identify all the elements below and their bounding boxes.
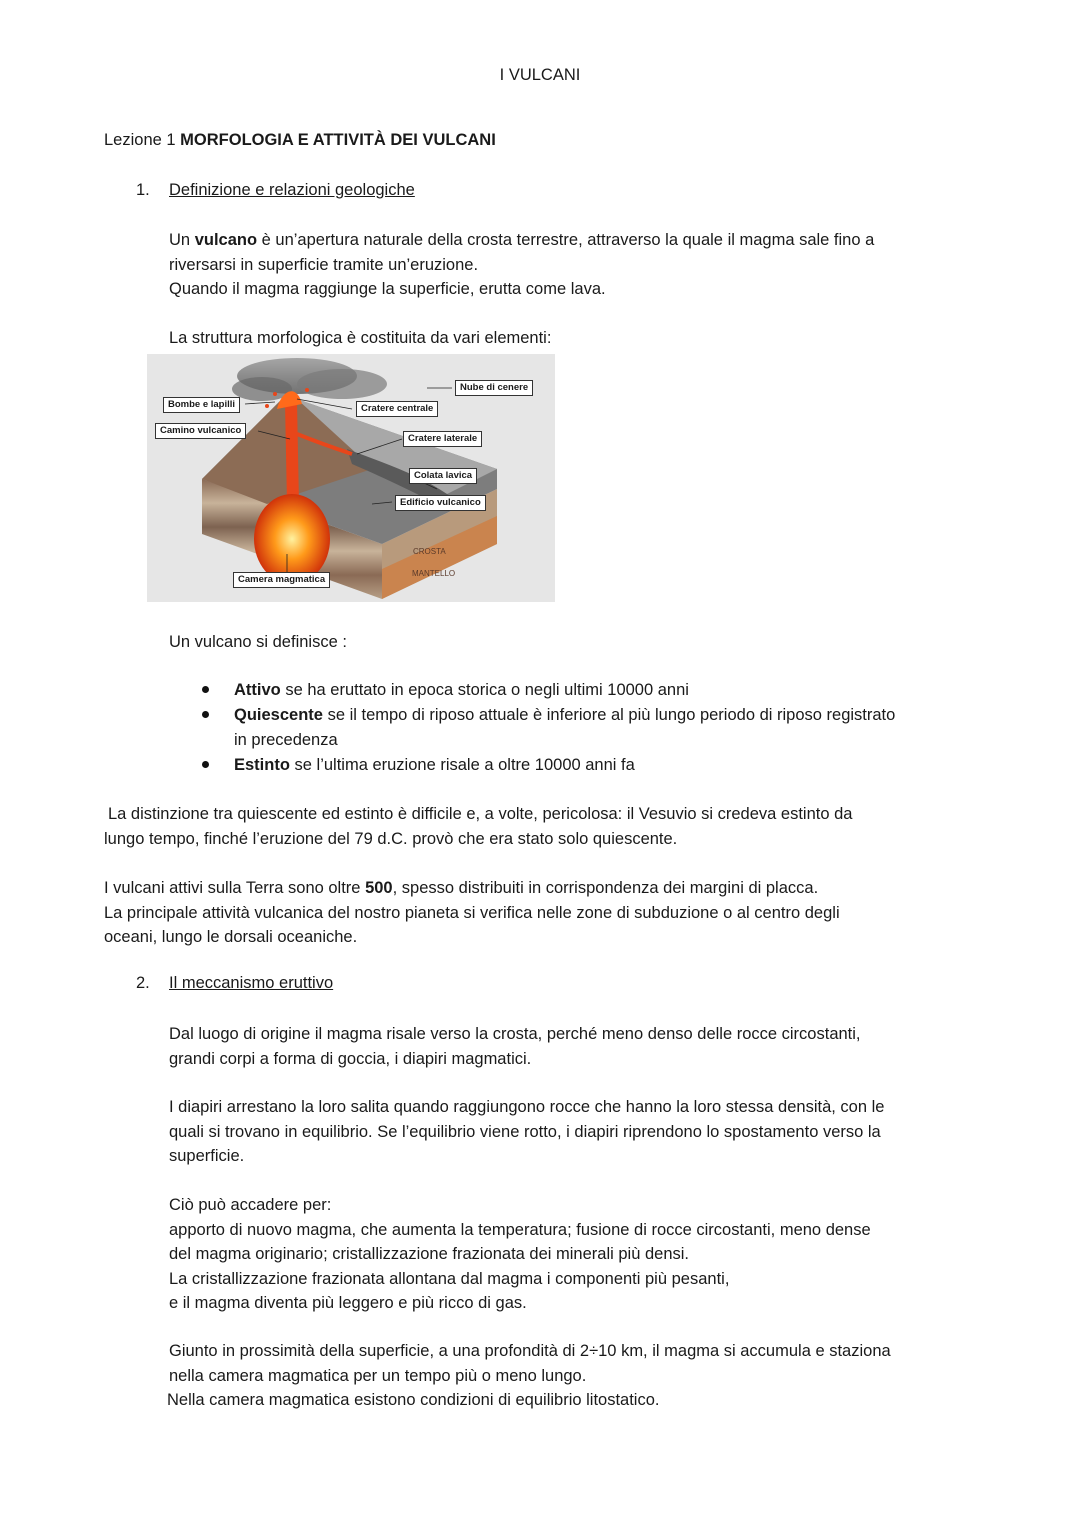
magma-chamber-paragraph: Giunto in prossimità della superficie, a una profondità di 2÷10 km, il magma si accumula e staziona nella camera magmatica per un tempo più o meno lungo. Nella camera magmatica esistono condizioni di equilibrio litostatico. (167, 1342, 891, 1409)
label-edificio-vulcanico: Edificio vulcanico (395, 495, 486, 511)
diapirs-equilibrium-paragraph: I diapiri arrestano la loro salita quando raggiungono rocce che hanno la loro stessa densità, con le quali si trovano in equilibrio. Se l’equilibrio viene rotto, i diapiri riprendono lo spostamento verso la superficie. (169, 1098, 885, 1165)
definition-list-intro: Un vulcano si definisce : (169, 633, 347, 651)
section-1-heading: Definizione e relazioni geologiche (169, 181, 415, 199)
quiescent-vs-extinct-paragraph: La distinzione tra quiescente ed estinto è difficile e, a volte, pericolosa: il Vesuvio si credeva estinto da lungo tempo, finché l’eruzione del 79 d.C. provò che era stato solo quiescente. (104, 805, 853, 848)
label-camino-vulcanico: Camino vulcanico (155, 423, 246, 439)
count-500: 500 (365, 879, 393, 897)
label-bombe-e-lapilli: Bombe e lapilli (163, 397, 240, 413)
lesson-title: MORFOLOGIA E ATTIVITÀ DEI VULCANI (180, 131, 496, 149)
active-volcanoes-paragraph: I vulcani attivi sulla Terra sono oltre 500, spesso distribuiti in corrispondenza dei margini di placca. La principale attività vulcanica del nostro pianeta si verifica nelle zone di subduzione o al centro degli oceani, lungo le dorsali oceaniche. (104, 879, 840, 946)
label-colata-lavica: Colata lavica (409, 468, 477, 484)
label-cratere-laterale: Cratere laterale (403, 431, 482, 447)
lesson-prefix: Lezione 1 (104, 131, 176, 149)
label-nube-di-cenere: Nube di cenere (455, 380, 533, 396)
bullet-quiescente: Quiescente se il tempo di riposo attuale è inferiore al più lungo periodo di riposo registrato in precedenza (234, 706, 896, 749)
label-mantello: MANTELLO (412, 569, 456, 578)
diapirs-origin-paragraph: Dal luogo di origine il magma risale verso la crosta, perché meno denso delle rocce circostanti, grandi corpi a forma di goccia, i diapiri magmatici. (169, 1025, 861, 1068)
bullet-dot (202, 686, 209, 693)
causes-paragraph: Ciò può accadere per: apporto di nuovo magma, che aumenta la temperatura; fusione di rocce circostanti, meno dense del magma originario; cristallizzazione frazionata dei minerali più densi. La cristallizzazione frazionata allontana dal magma i componenti più pesanti, e il magma diventa più leggero e più ricco di gas. (169, 1196, 871, 1312)
definition-line-2: riversarsi in superficie tramite un’eruzione. (169, 255, 479, 274)
definition-line-3: Quando il magma raggiunge la superficie, erutta come lava. (169, 280, 606, 298)
label-crosta: CROSTA (413, 547, 446, 556)
bullet-attivo: Attivo se ha eruttato in epoca storica o negli ultimi 10000 anni (234, 681, 689, 699)
lesson-heading (104, 131, 496, 150)
bullet-dot (202, 761, 209, 768)
definition-line-1: Un vulcano è un’apertura naturale della crosta terrestre, attraverso la quale il magma sale fino a (169, 231, 875, 249)
term-vulcano: vulcano (194, 231, 258, 249)
label-camera-magmatica: Camera magmatica (233, 572, 330, 588)
bullet-dot (202, 711, 209, 718)
definition-paragraph (169, 228, 874, 302)
page-title: I VULCANI (499, 66, 581, 84)
volcano-diagram (147, 354, 555, 602)
bullet-estinto: Estinto se l’ultima eruzione risale a oltre 10000 anni fa (234, 756, 635, 774)
section-1-number: 1. (136, 181, 150, 199)
section-2-number: 2. (136, 974, 150, 992)
structure-intro: La struttura morfologica è costituita da vari elementi: (169, 329, 552, 347)
label-cratere-centrale: Cratere centrale (356, 401, 438, 417)
section-2-heading: Il meccanismo eruttivo (169, 974, 334, 992)
